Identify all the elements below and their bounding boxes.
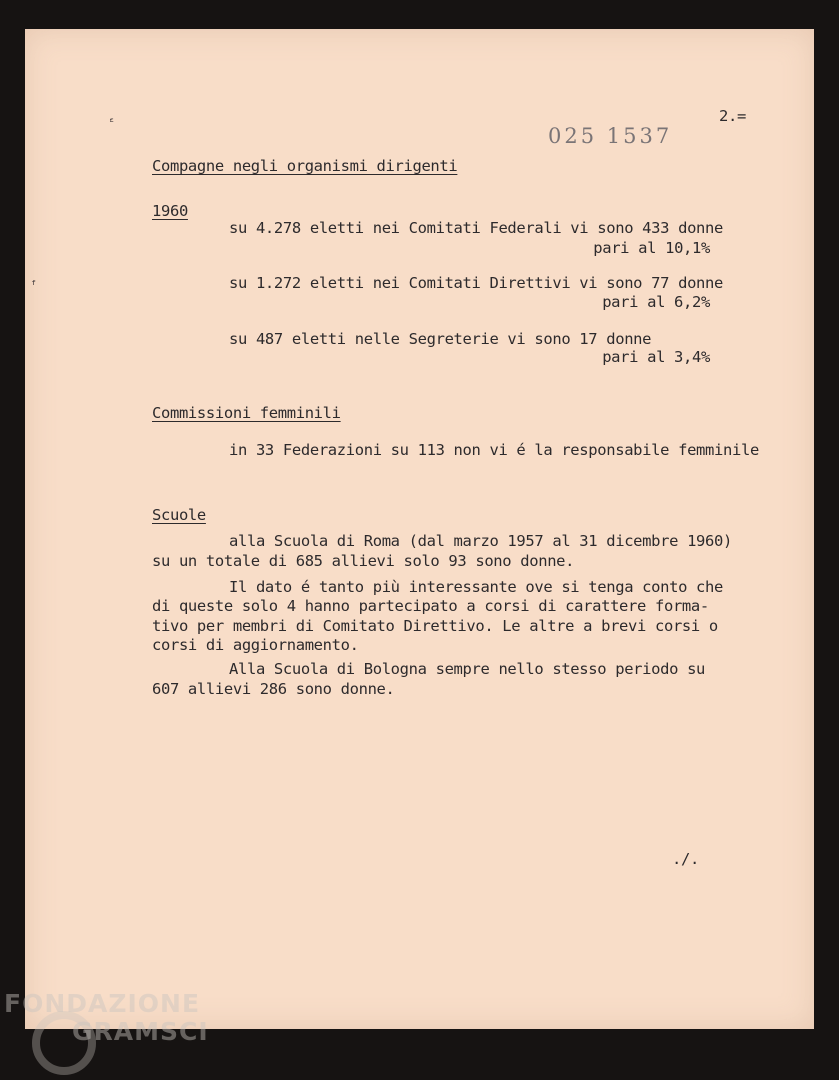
watermark-line-1: FONDAZIONE [4,989,201,1018]
scuole-line: alla Scuola di Roma (dal marzo 1957 al 31 dicembre 1960) [229,532,732,550]
fondazione-gramsci-watermark [0,985,220,1080]
stat-percentage: pari al 6,2% [602,293,710,311]
ink-mark: ᶠ [30,278,38,292]
archive-stamp-number: 025 1537 [548,124,673,148]
stat-percentage: pari al 3,4% [602,348,710,366]
stat-line: su 487 eletti nelle Segreterie vi sono 17 donne [229,330,652,348]
page-number: 2.= [719,107,746,125]
heading-organismi: Compagne negli organismi dirigenti [152,157,458,175]
scuole-line: 607 allievi 286 sono donne. [152,680,395,698]
stat-line: su 1.272 eletti nei Comitati Direttivi vi sono 77 donne [229,274,723,292]
stat-line: su 4.278 eletti nei Comitati Federali vi sono 433 donne [229,219,723,237]
heading-commissioni: Commissioni femminili [152,404,341,422]
scuole-line: di queste solo 4 hanno partecipato a corsi di carattere forma- [152,597,709,615]
document-page [25,29,814,1029]
scuole-line: Il dato é tanto più interessante ove si tenga conto che [229,578,723,596]
scuole-line: corsi di aggiornamento. [152,636,359,654]
commissioni-text: in 33 Federazioni su 113 non vi é la responsabile femminile [229,441,759,459]
year-heading: 1960 [152,202,188,220]
heading-scuole: Scuole [152,506,206,524]
ink-mark: ᵋ [108,115,116,129]
continuation-mark: ./. [672,850,699,868]
scuole-line: su un totale di 685 allievi solo 93 sono donne. [152,552,575,570]
watermark-line-2: GRAMSCI [72,1017,209,1046]
scuole-line: Alla Scuola di Bologna sempre nello stesso periodo su [229,660,706,678]
scuole-line: tivo per membri di Comitato Direttivo. Le altre a brevi corsi o [152,617,718,635]
stat-percentage: pari al 10,1% [593,239,710,257]
